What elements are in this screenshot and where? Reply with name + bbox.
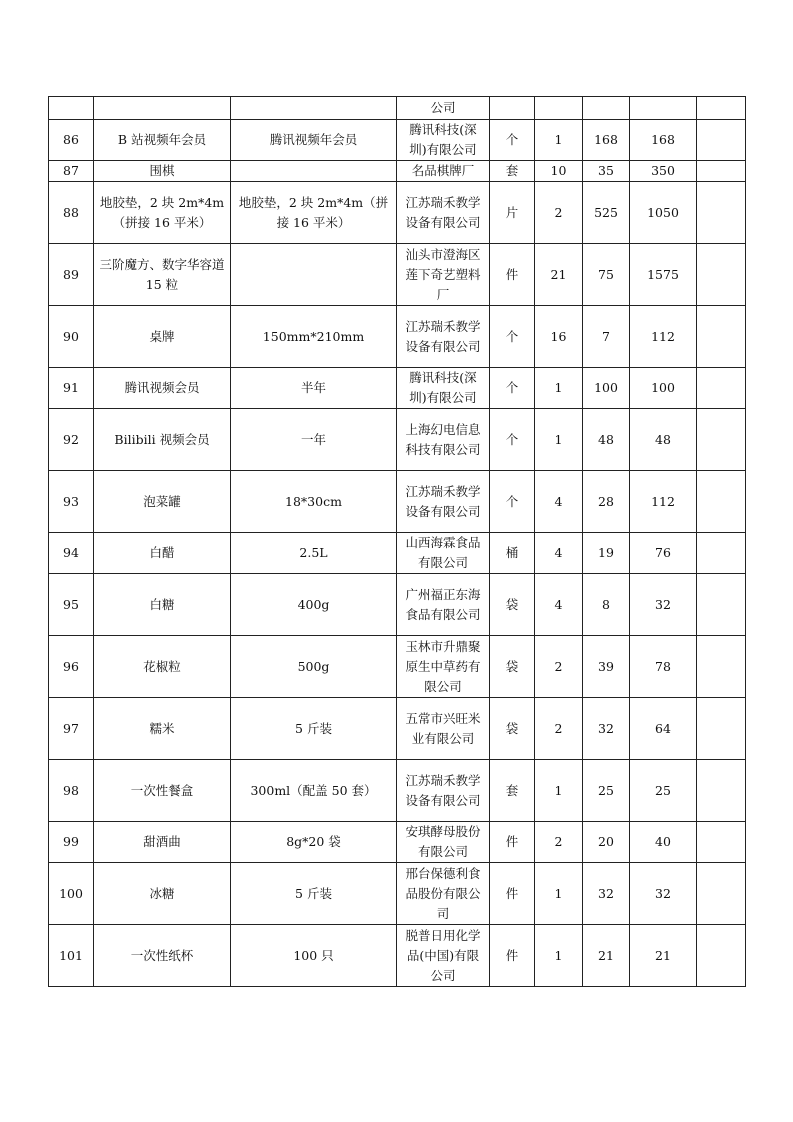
item-name-cell [94,97,231,120]
row-number-cell: 98 [49,760,94,822]
row-number-cell: 87 [49,161,94,182]
unit-price-cell: 168 [583,120,630,161]
supplier-cell: 江苏瑞禾教学设备有限公司 [397,760,490,822]
unit-price-cell: 7 [583,306,630,368]
table-row [49,97,746,120]
table-row [49,161,746,182]
table-row [49,471,746,533]
row-number-cell: 89 [49,244,94,306]
quantity-cell: 10 [535,161,583,182]
item-spec-cell: 半年 [231,368,397,409]
item-name-cell: 桌牌 [94,306,231,368]
unit-cell: 个 [490,368,535,409]
item-name-cell: 冰糖 [94,863,231,925]
row-number-cell: 94 [49,533,94,574]
quantity-cell: 1 [535,863,583,925]
note-cell [697,182,746,244]
row-number-cell: 96 [49,636,94,698]
supplier-cell: 江苏瑞禾教学设备有限公司 [397,471,490,533]
row-number-cell [49,97,94,120]
quantity-cell: 1 [535,925,583,987]
item-name-cell: 花椒粒 [94,636,231,698]
unit-price-cell: 48 [583,409,630,471]
note-cell [697,533,746,574]
item-name-cell: 泡菜罐 [94,471,231,533]
item-spec-cell: 400g [231,574,397,636]
item-spec-cell: 500g [231,636,397,698]
quantity-cell: 2 [535,822,583,863]
note-cell [697,409,746,471]
table-row [49,925,746,987]
unit-price-cell: 525 [583,182,630,244]
supplier-cell: 江苏瑞禾教学设备有限公司 [397,182,490,244]
unit-price-cell: 32 [583,863,630,925]
total-cell: 112 [630,471,697,533]
unit-price-cell [583,97,630,120]
total-cell: 76 [630,533,697,574]
table-row [49,698,746,760]
note-cell [697,471,746,533]
item-name-cell: 甜酒曲 [94,822,231,863]
note-cell [697,244,746,306]
row-number-cell: 88 [49,182,94,244]
table-row [49,244,746,306]
quantity-cell: 1 [535,409,583,471]
note-cell [697,822,746,863]
unit-price-cell: 20 [583,822,630,863]
unit-price-cell: 28 [583,471,630,533]
unit-price-cell: 8 [583,574,630,636]
total-cell: 78 [630,636,697,698]
item-spec-cell [231,97,397,120]
total-cell: 32 [630,863,697,925]
quantity-cell: 1 [535,368,583,409]
item-spec-cell [231,161,397,182]
row-number-cell: 93 [49,471,94,533]
item-name-cell: 一次性纸杯 [94,925,231,987]
supplier-cell: 广州福正东海食品有限公司 [397,574,490,636]
row-number-cell: 95 [49,574,94,636]
unit-cell: 个 [490,409,535,471]
note-cell [697,120,746,161]
row-number-cell: 100 [49,863,94,925]
item-name-cell: 三阶魔方、数字华容道 15 粒 [94,244,231,306]
item-name-cell: Bilibili 视频会员 [94,409,231,471]
supplier-cell: 汕头市澄海区莲下奇艺塑料厂 [397,244,490,306]
unit-price-cell: 75 [583,244,630,306]
row-number-cell: 90 [49,306,94,368]
supplier-cell: 上海幻电信息科技有限公司 [397,409,490,471]
unit-price-cell: 25 [583,760,630,822]
unit-cell: 件 [490,822,535,863]
quantity-cell: 4 [535,574,583,636]
item-spec-cell: 一年 [231,409,397,471]
quantity-cell: 4 [535,533,583,574]
note-cell [697,97,746,120]
table-row [49,760,746,822]
unit-cell: 件 [490,244,535,306]
supplier-cell: 腾讯科技(深圳)有限公司 [397,368,490,409]
note-cell [697,925,746,987]
quantity-cell: 1 [535,120,583,161]
unit-price-cell: 21 [583,925,630,987]
unit-cell: 套 [490,161,535,182]
note-cell [697,636,746,698]
unit-cell: 袋 [490,636,535,698]
note-cell [697,306,746,368]
unit-cell: 套 [490,760,535,822]
item-spec-cell: 5 斤装 [231,698,397,760]
quantity-cell: 16 [535,306,583,368]
unit-cell: 袋 [490,698,535,760]
item-spec-cell [231,244,397,306]
note-cell [697,698,746,760]
quantity-cell: 21 [535,244,583,306]
table-row [49,574,746,636]
quantity-cell: 2 [535,636,583,698]
item-spec-cell: 8g*20 袋 [231,822,397,863]
table-row [49,368,746,409]
item-spec-cell: 100 只 [231,925,397,987]
quantity-cell [535,97,583,120]
table-row [49,409,746,471]
table-row [49,120,746,161]
table-row [49,863,746,925]
supplier-cell: 五常市兴旺米业有限公司 [397,698,490,760]
item-name-cell: 糯米 [94,698,231,760]
item-name-cell: 地胶垫，2 块 2m*4m（拼接 16 平米） [94,182,231,244]
total-cell: 25 [630,760,697,822]
item-name-cell: B 站视频年会员 [94,120,231,161]
total-cell: 1575 [630,244,697,306]
quantity-cell: 4 [535,471,583,533]
total-cell: 21 [630,925,697,987]
item-spec-cell: 5 斤装 [231,863,397,925]
quantity-cell: 2 [535,182,583,244]
supplier-cell: 山西海霖食品有限公司 [397,533,490,574]
total-cell [630,97,697,120]
supplier-cell: 名品棋牌厂 [397,161,490,182]
item-spec-cell: 地胶垫，2 块 2m*4m（拼接 16 平米） [231,182,397,244]
table-row [49,182,746,244]
unit-cell: 件 [490,925,535,987]
total-cell: 32 [630,574,697,636]
note-cell [697,760,746,822]
row-number-cell: 91 [49,368,94,409]
total-cell: 168 [630,120,697,161]
table-row [49,533,746,574]
item-spec-cell: 2.5L [231,533,397,574]
quantity-cell: 2 [535,698,583,760]
unit-cell: 件 [490,863,535,925]
unit-price-cell: 100 [583,368,630,409]
supplier-cell: 腾讯科技(深圳)有限公司 [397,120,490,161]
supplier-cell: 玉林市升鼎聚原生中草药有限公司 [397,636,490,698]
total-cell: 350 [630,161,697,182]
unit-cell: 片 [490,182,535,244]
unit-price-cell: 39 [583,636,630,698]
unit-cell: 袋 [490,574,535,636]
total-cell: 100 [630,368,697,409]
supplier-cell: 公司 [397,97,490,120]
item-name-cell: 围棋 [94,161,231,182]
note-cell [697,368,746,409]
unit-cell: 个 [490,306,535,368]
table-row [49,306,746,368]
total-cell: 64 [630,698,697,760]
item-name-cell: 白醋 [94,533,231,574]
item-name-cell: 腾讯视频会员 [94,368,231,409]
note-cell [697,863,746,925]
quantity-cell: 1 [535,760,583,822]
row-number-cell: 86 [49,120,94,161]
item-spec-cell: 150mm*210mm [231,306,397,368]
note-cell [697,161,746,182]
unit-price-cell: 35 [583,161,630,182]
row-number-cell: 92 [49,409,94,471]
procurement-table [48,96,746,987]
total-cell: 48 [630,409,697,471]
table-body [49,97,746,987]
supplier-cell: 邢台保德利食品股份有限公司 [397,863,490,925]
row-number-cell: 97 [49,698,94,760]
item-name-cell: 一次性餐盒 [94,760,231,822]
item-spec-cell: 腾讯视频年会员 [231,120,397,161]
row-number-cell: 99 [49,822,94,863]
unit-cell: 桶 [490,533,535,574]
note-cell [697,574,746,636]
row-number-cell: 101 [49,925,94,987]
total-cell: 1050 [630,182,697,244]
total-cell: 112 [630,306,697,368]
item-spec-cell: 300ml（配盖 50 套） [231,760,397,822]
unit-price-cell: 19 [583,533,630,574]
supplier-cell: 江苏瑞禾教学设备有限公司 [397,306,490,368]
unit-price-cell: 32 [583,698,630,760]
total-cell: 40 [630,822,697,863]
unit-cell: 个 [490,471,535,533]
unit-cell: 个 [490,120,535,161]
table-row [49,822,746,863]
item-spec-cell: 18*30cm [231,471,397,533]
supplier-cell: 安琪酵母股份有限公司 [397,822,490,863]
table-row [49,636,746,698]
unit-cell [490,97,535,120]
supplier-cell: 脱普日用化学品(中国)有限公司 [397,925,490,987]
item-name-cell: 白糖 [94,574,231,636]
